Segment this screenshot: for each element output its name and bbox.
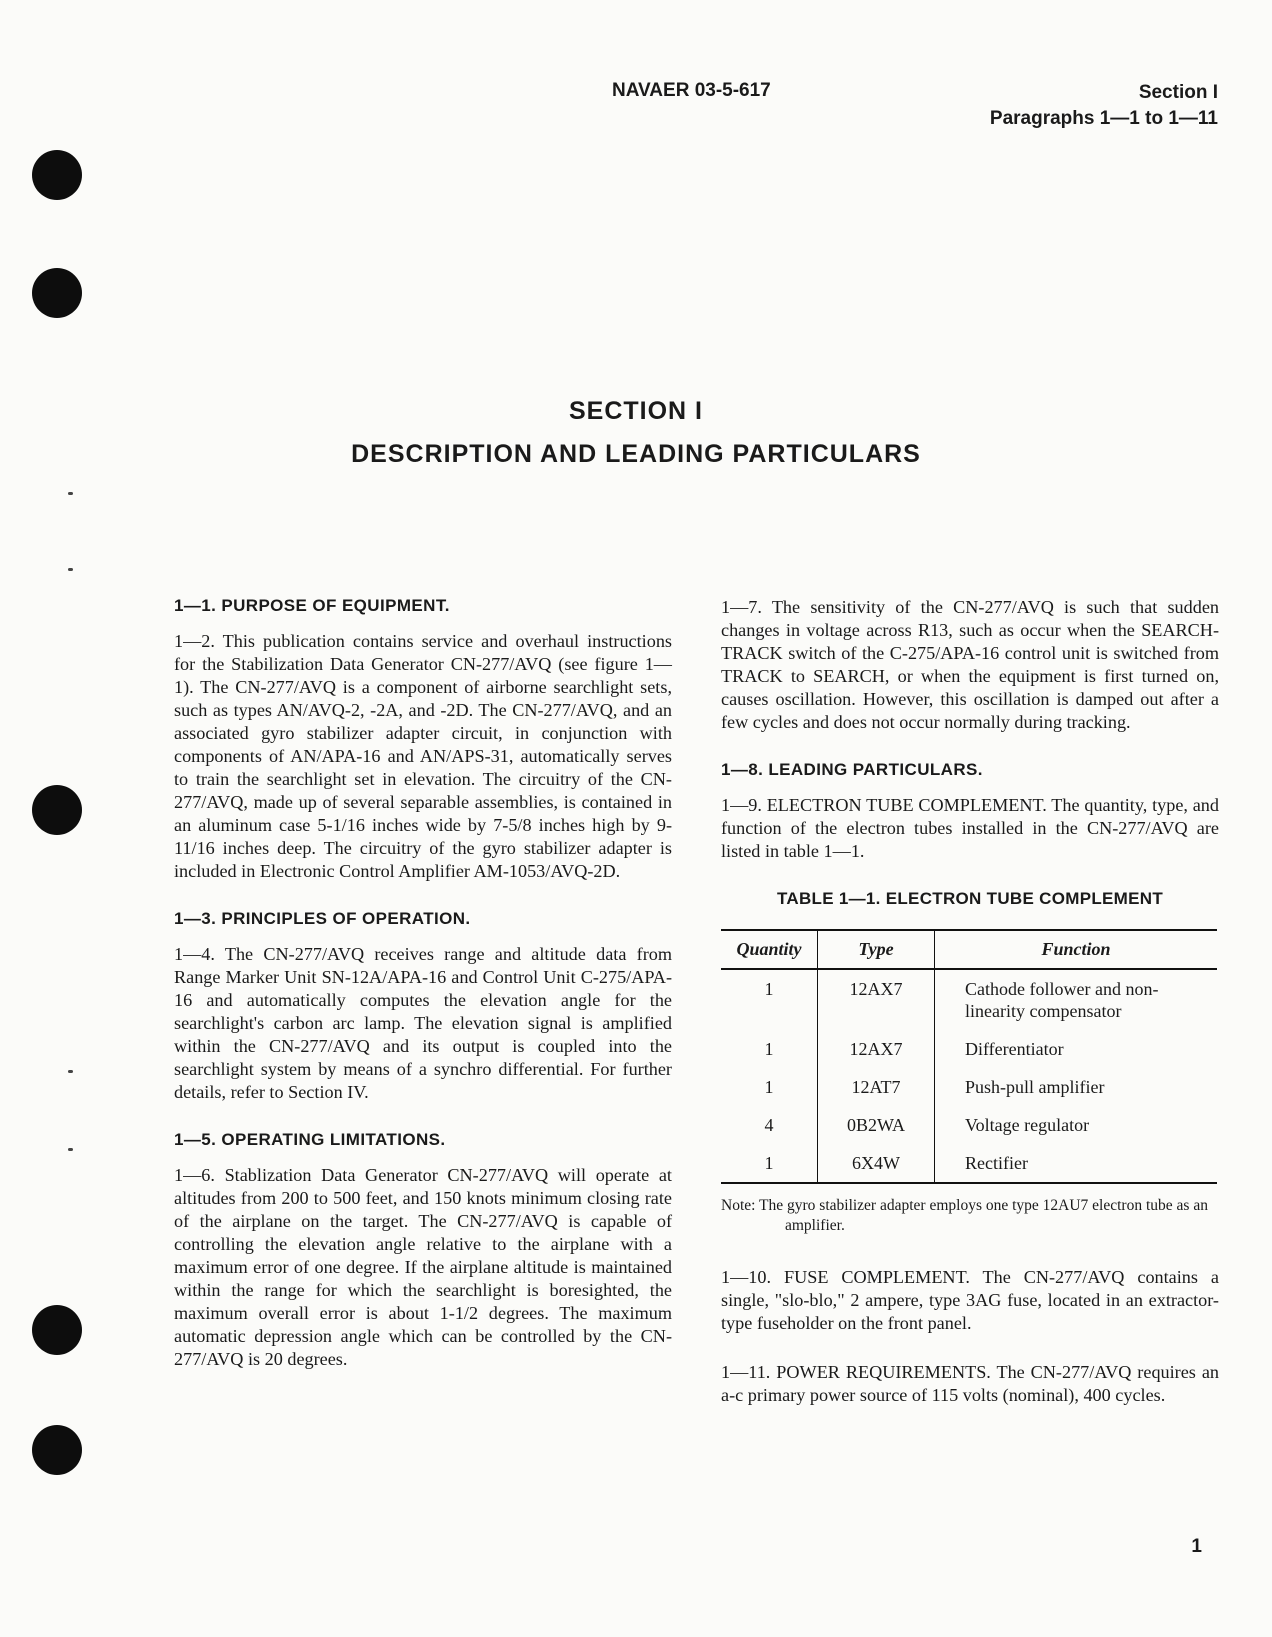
doc-number: NAVAER 03-5-617 xyxy=(612,80,771,101)
heading-limitations: 1—5. OPERATING LIMITATIONS. xyxy=(174,1130,446,1149)
speck xyxy=(68,1070,73,1073)
table-title: TABLE 1—1. ELECTRON TUBE COMPLEMENT xyxy=(776,889,1164,908)
cell-quantity: 1 xyxy=(721,969,818,1030)
header-function: Function xyxy=(935,930,1218,969)
cell-function: Cathode follower and non-linearity compensator xyxy=(965,979,1159,1021)
section-label: Section I xyxy=(1138,82,1218,103)
table-row xyxy=(721,1106,1217,1144)
binder-hole xyxy=(32,1425,82,1475)
heading-purpose: 1—1. PURPOSE OF EQUIPMENT. xyxy=(174,596,450,615)
cell-type: 12AT7 xyxy=(818,1068,935,1106)
cell-type: 12AX7 xyxy=(818,969,935,1030)
paragraph-1-7: 1—7. The sensitivity of the CN-277/AVQ is such that sudden changes in voltage across R13, such as occur when the SEARCH-TRACK switch of the C-275/APA-16 control unit is switched from TRACK to SEARCH, or when the equipment is first turned on, causes oscillation. However, this oscillation is damped out after a few cycles and does not occur normally during tracking. xyxy=(721,597,1219,732)
cell-type: 0B2WA xyxy=(818,1106,935,1144)
cell-type: 12AX7 xyxy=(818,1030,935,1068)
section-ref xyxy=(990,80,1218,132)
section-title: SECTION I xyxy=(568,397,703,425)
section-subtitle: DESCRIPTION AND LEADING PARTICULARS xyxy=(351,440,921,468)
table-row xyxy=(721,1030,1217,1068)
table-row xyxy=(721,1068,1217,1106)
page-number: 1 xyxy=(1191,1536,1202,1557)
heading-leading-particulars: 1—8. LEADING PARTICULARS. xyxy=(721,760,983,779)
cell-function: Differentiator xyxy=(965,1039,1064,1059)
paragraph-1-10: 1—10. FUSE COMPLEMENT. The CN-277/AVQ contains a single, "slo-blo," 2 ampere, type 3AG fuse, located in an extractor-type fuseholder on the front panel. xyxy=(721,1267,1219,1333)
cell-function: Rectifier xyxy=(935,1144,1218,1183)
binder-hole xyxy=(32,785,82,835)
table-row xyxy=(721,1144,1217,1183)
binder-hole xyxy=(32,1305,82,1355)
speck xyxy=(68,1148,73,1151)
cell-quantity: 4 xyxy=(721,1106,818,1144)
paragraph-1-2: 1—2. This publication contains service and overhaul instructions for the Stabilization Data Generator CN-277/AVQ (see figure 1—1). The CN-277/AVQ is a component of airborne searchlight sets, such as types AN/AVQ-2, -2A, and -2D. The CN-277/AVQ, and an associated gyro stabilizer adapter circuit, in conjunction with components of AN/APA-16 and AN/APS-31, automatically serves to train the searchlight set in elevation. The circuitry of the CN-277/AVQ, made up of several separable assemblies, is contained in an aluminum case 5-1/16 inches wide by 7-5/8 inches high by 9-11/16 inches deep. The circuitry of the gyro stabilizer adapter is included in Electronic Control Amplifier AM-1053/AVQ-2D. xyxy=(174,631,672,881)
table-note: Note: The gyro stabilizer adapter employs one type 12AU7 electron tube as an amplifier. xyxy=(721,1197,1208,1234)
cell-function: Push-pull amplifier xyxy=(965,1077,1105,1097)
left-column xyxy=(174,596,672,1397)
cell-quantity: 1 xyxy=(721,1030,818,1068)
binder-hole xyxy=(32,268,82,318)
right-column xyxy=(721,596,1219,1433)
speck xyxy=(68,568,73,571)
paragraphs-label: Paragraphs 1—1 to 1—11 xyxy=(989,108,1218,129)
paragraph-1-11: 1—11. POWER REQUIREMENTS. The CN-277/AVQ requires an a-c primary power source of 115 volts (nominal), 400 cycles. xyxy=(721,1362,1219,1405)
heading-principles: 1—3. PRINCIPLES OF OPERATION. xyxy=(174,909,471,928)
paragraph-1-9: 1—9. ELECTRON TUBE COMPLEMENT. The quantity, type, and function of the electron tubes installed in the CN-277/AVQ are listed in table 1—1. xyxy=(721,795,1219,861)
electron-tube-table xyxy=(721,929,1217,1184)
cell-quantity: 1 xyxy=(721,1144,818,1183)
binder-hole xyxy=(32,150,82,200)
speck xyxy=(68,492,73,495)
paragraph-1-6: 1—6. Stablization Data Generator CN-277/AVQ will operate at altitudes from 200 to 500 feet, and 150 knots minimum closing rate of the airplane on the target. The CN-277/AVQ is capable of controlling the elevation angle relative to the airplane with a maximum error of one degree. If the airplane altitude is maintained within the range for which the searchlight is boresighted, the maximum overall error is about 1-1/2 degrees. The maximum automatic depression angle which can be controlled by the CN-277/AVQ is 20 degrees. xyxy=(174,1165,672,1369)
cell-function: Voltage regulator xyxy=(965,1115,1090,1135)
table-row xyxy=(721,969,1217,1030)
header-type: Type xyxy=(818,930,935,969)
paragraph-1-4: 1—4. The CN-277/AVQ receives range and altitude data from Range Marker Unit SN-12A/APA-16 and Control Unit C-275/APA-16 and automatically computes the elevation angle for the searchlight's carbon arc lamp. The elevation signal is amplified within the CN-277/AVQ and its output is coupled into the searchlight system by means of a synchro differential. For further details, refer to Section IV. xyxy=(174,944,672,1102)
table-header-row xyxy=(721,930,1217,969)
header-quantity: Quantity xyxy=(721,930,818,969)
cell-quantity: 1 xyxy=(721,1068,818,1106)
cell-type: 6X4W xyxy=(818,1144,935,1183)
